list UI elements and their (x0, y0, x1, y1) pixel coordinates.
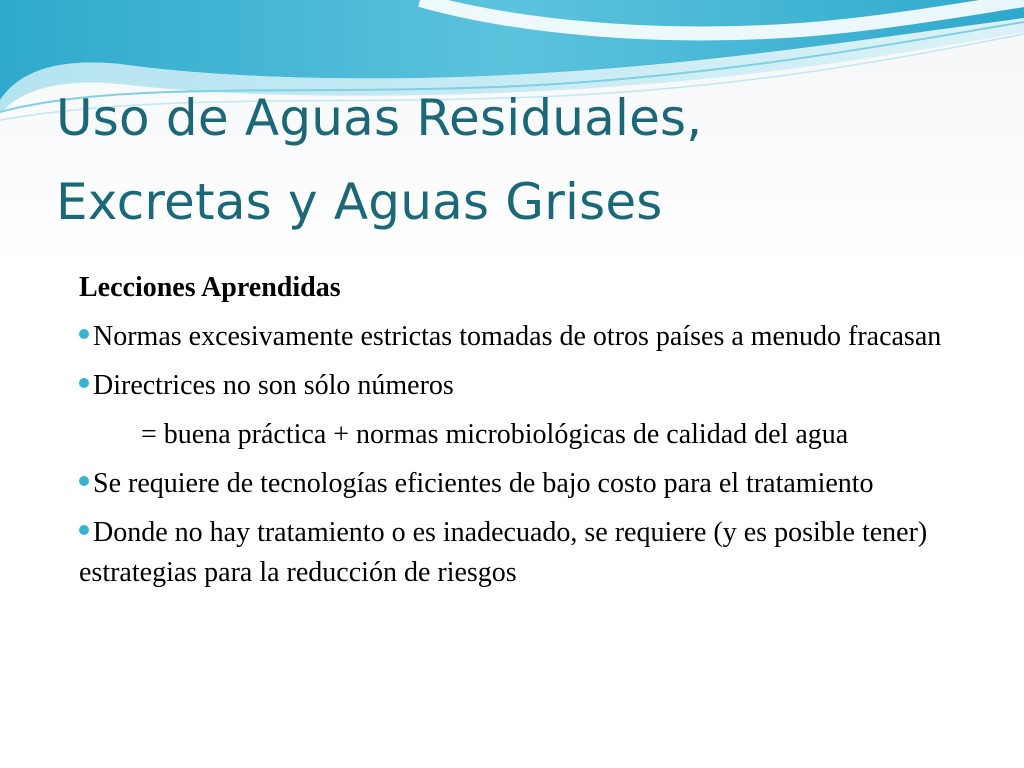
continuation-text: = buena práctica + normas microbiológicas de calidad del agua (141, 419, 849, 450)
title-line-1: Uso de Aguas Residuales, (56, 89, 703, 147)
circle-bullet-icon (79, 329, 89, 339)
slide-title (56, 76, 996, 244)
bullet-item (79, 464, 999, 504)
bullet-text: Donde no hay tratamiento o es inadecuado, se requiere (y es posible tener) estrategias para la reducción de riesgos (79, 517, 928, 588)
circle-bullet-icon (79, 378, 89, 388)
bullet-item (79, 366, 999, 406)
slide-body (79, 268, 999, 602)
bullet-item (79, 513, 999, 593)
bullet-text: Directrices no son sólo números (93, 370, 454, 401)
bullet-item (79, 317, 999, 357)
bullet-text: Normas excesivamente estrictas tomadas de otros países a menudo fracasan (93, 321, 942, 352)
circle-bullet-icon (79, 476, 89, 486)
subheading: Lecciones Aprendidas (79, 272, 341, 303)
circle-bullet-icon (79, 525, 89, 535)
title-line-2: Excretas y Aguas Grises (56, 173, 663, 231)
bullet-text: Se requiere de tecnologías eficientes de bajo costo para el tratamiento (93, 468, 874, 499)
